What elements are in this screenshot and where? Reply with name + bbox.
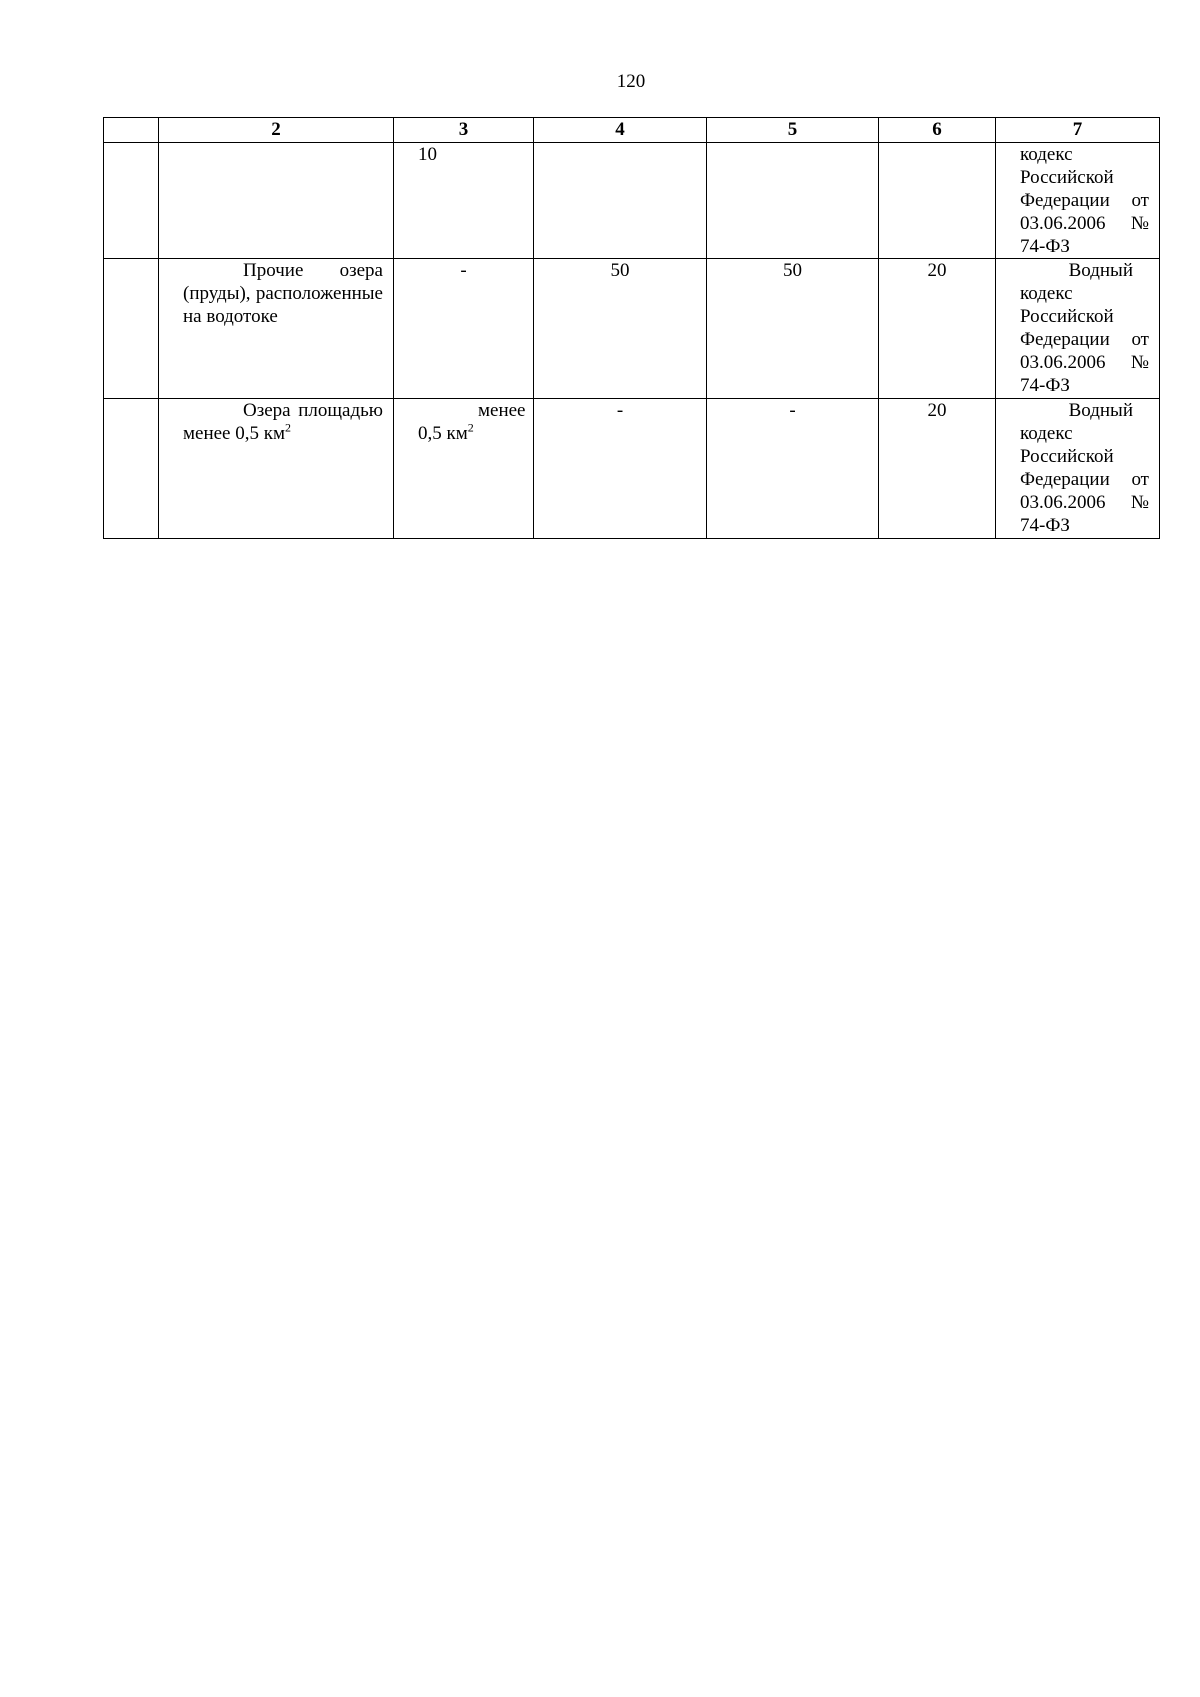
law-line [1020,491,1149,514]
header-cell-3: 3 [394,118,534,143]
row2-col7-law [996,259,1160,399]
table-header-row [104,118,1160,143]
law-word: от [1131,469,1149,490]
row2-col2-description: Прочие озера (пруды), расположенные на водотоке [159,259,394,399]
law-word: 03.06.2006 [1020,492,1106,513]
law-word: Федерации [1020,469,1110,490]
row1-col2 [159,143,394,259]
row3-col7-law [996,399,1160,539]
law-line: 74-ФЗ [1020,515,1070,536]
law-word: 03.06.2006 [1020,352,1106,373]
header-cell-2: 2 [159,118,394,143]
law-word: от [1131,190,1149,211]
row2-col3: - [394,259,534,399]
table-row [104,399,1160,539]
row3-col2-description [159,399,394,539]
law-line: кодекс [1020,423,1073,444]
law-word: № [1130,352,1149,373]
law-word: № [1130,213,1149,234]
header-cell-5: 5 [707,118,879,143]
page-number: 120 [616,71,646,92]
law-line [1020,328,1149,351]
document-table [103,117,1160,539]
law-line: Водный [1068,400,1133,421]
law-word: Федерации [1020,329,1110,350]
row3-col3-text: менее 0,5 км [418,400,526,444]
law-line: кодекс [1020,144,1073,165]
row2-col5: 50 [707,259,879,399]
row1-col4 [534,143,707,259]
law-line [1020,468,1149,491]
table-row [104,143,1160,259]
law-line [1020,351,1149,374]
row1-col3: 10 [394,143,534,259]
row3-col6: 20 [879,399,996,539]
law-line: Российской [1020,167,1114,188]
law-line: Российской [1020,446,1114,467]
header-cell-6: 6 [879,118,996,143]
law-line [1020,189,1149,212]
law-word: Федерации [1020,190,1110,211]
superscript: 2 [467,420,474,435]
row2-col6: 20 [879,259,996,399]
row2-col4: 50 [534,259,707,399]
row1-col7-law [996,143,1160,259]
law-line: Российской [1020,306,1114,327]
law-line: Водный [1068,260,1133,281]
row1-col6 [879,143,996,259]
law-line [1020,212,1149,235]
header-cell-1 [104,118,159,143]
header-cell-4: 4 [534,118,707,143]
row3-col4: - [534,399,707,539]
law-word: от [1131,329,1149,350]
law-line: 74-ФЗ [1020,375,1070,396]
law-word: № [1130,492,1149,513]
law-word: 03.06.2006 [1020,213,1106,234]
row3-col3 [394,399,534,539]
table-row [104,259,1160,399]
header-cell-7: 7 [996,118,1160,143]
row3-col5: - [707,399,879,539]
row1-col1 [104,143,159,259]
row1-col5 [707,143,879,259]
law-line: кодекс [1020,283,1073,304]
law-line: 74-ФЗ [1020,236,1070,257]
row2-col1 [104,259,159,399]
row3-col2-text: Озера площадью менее 0,5 км [183,400,383,444]
superscript: 2 [285,420,291,435]
row3-col1 [104,399,159,539]
